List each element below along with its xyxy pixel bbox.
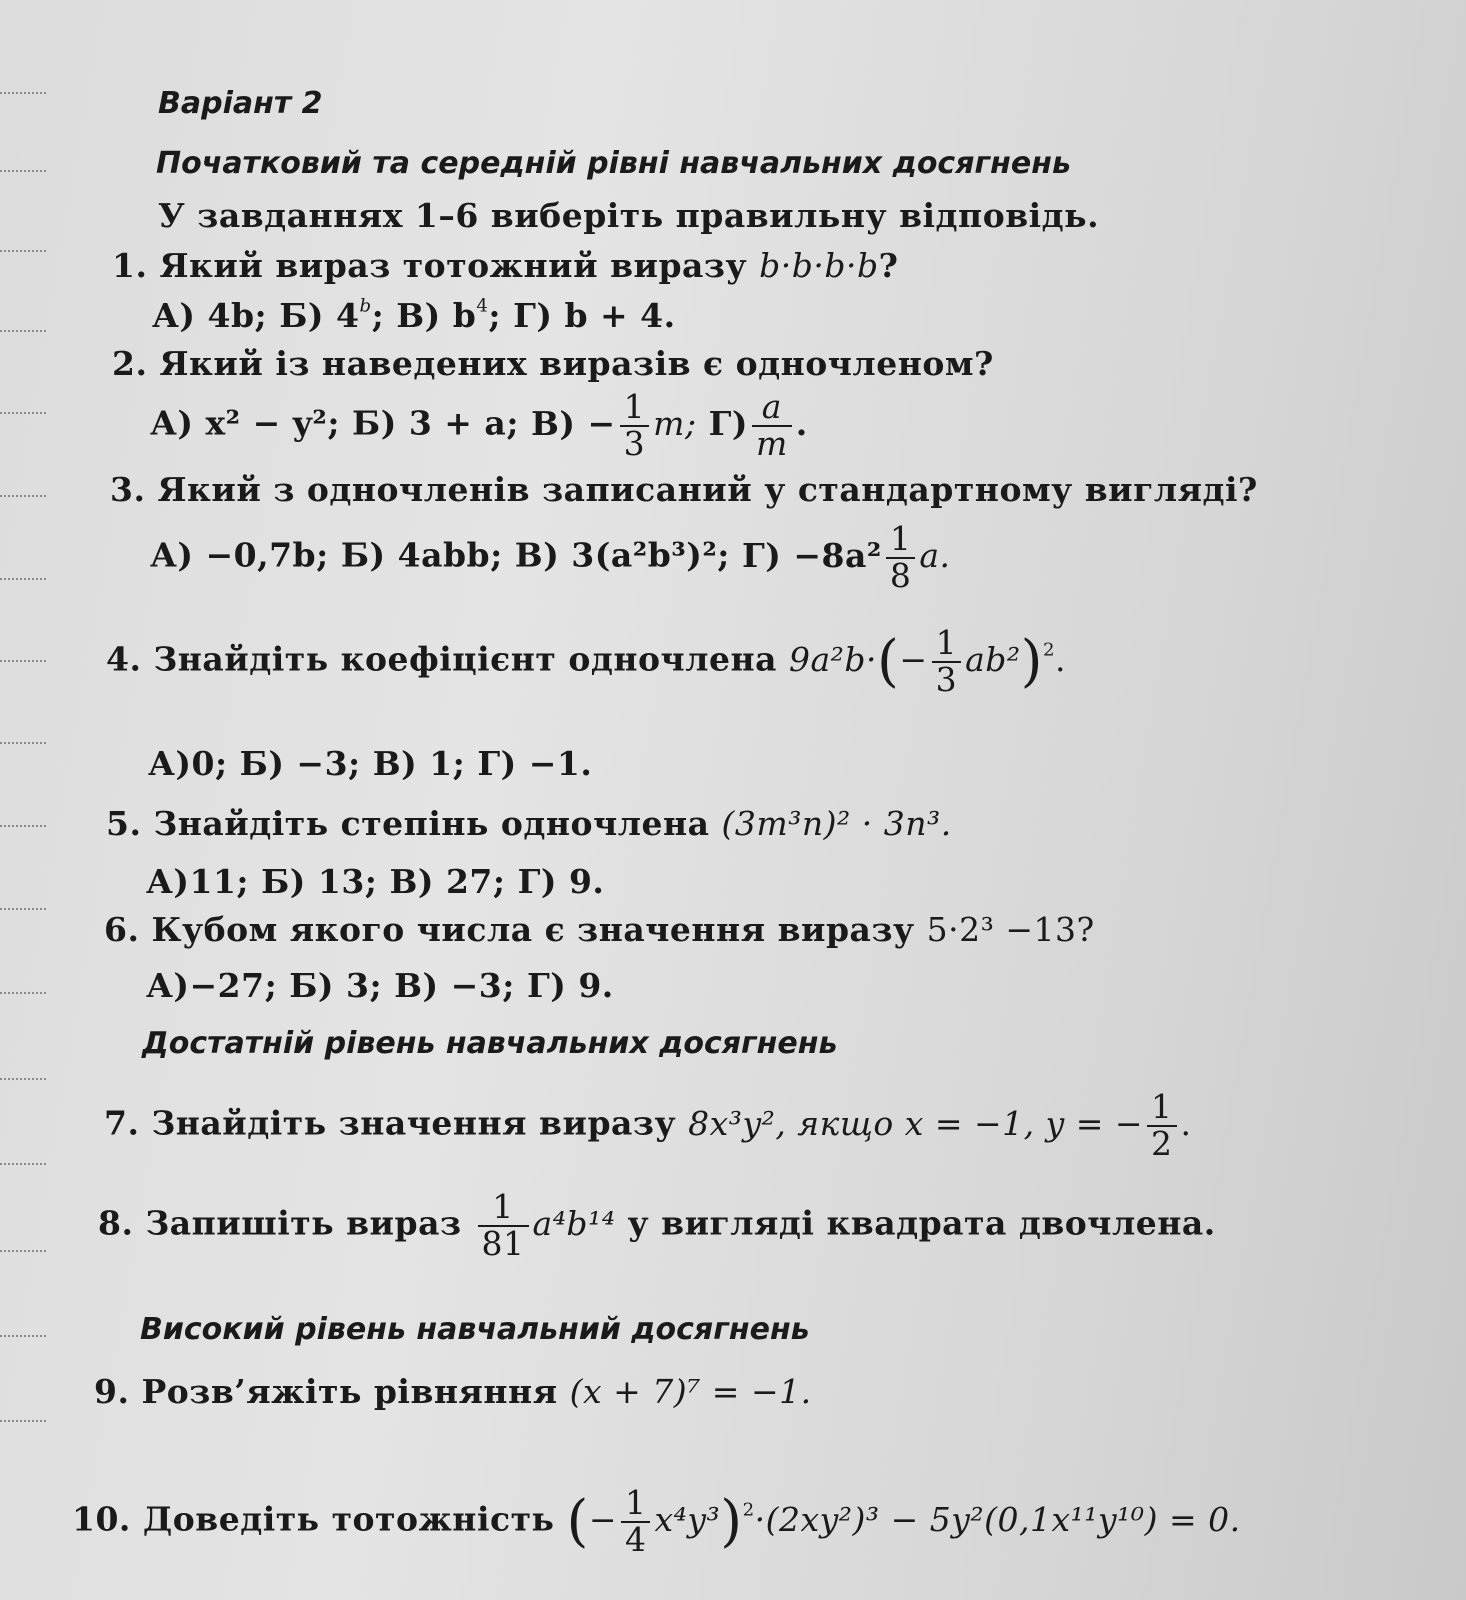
option-a: А) −0,7b; (150, 535, 329, 575)
question-number: 5. (106, 804, 142, 843)
section-heading-sufficient: Достатній рівень навчальних досягнень (142, 1026, 838, 1061)
question-text: Запишіть вираз (145, 1203, 462, 1243)
question-text: Доведіть тотожність (142, 1499, 555, 1539)
math-expression: 9a²b·(− $\frac{1}{3}$ ab²)$^2$. (789, 623, 1067, 699)
question-8 (98, 1187, 1216, 1263)
option-d: Г) −8a² $\frac{1}{8}$ a. (741, 519, 951, 595)
section-heading-basic: Початковий та середній рівні навчальних досягнень (156, 146, 1071, 181)
math-expression: b·b·b·b (759, 246, 879, 285)
question-text: Який вираз тотожний виразу (159, 246, 748, 285)
option-c: В) 3(a²b³)²; (514, 535, 730, 575)
math-expression: $\frac{1}{81}$ a⁴b¹⁴ (474, 1204, 616, 1243)
question-number: 3. (110, 470, 146, 509)
answer-options-2 (150, 387, 808, 463)
question-3 (110, 470, 1258, 509)
question-9 (94, 1372, 812, 1411)
math-expression: (x + 7)⁷ = −1. (569, 1372, 812, 1411)
question-text: Який з одночленів записаний у стандартному вигляді? (157, 470, 1258, 509)
question-number: 4. (106, 639, 142, 679)
question-10 (72, 1483, 1241, 1559)
question-number: 2. (112, 344, 148, 383)
section-heading-high: Високий рівень навчальний досягнень (140, 1312, 810, 1347)
option-b: Б) 4$^b$; (279, 295, 385, 335)
question-text-after: у вигляді квадрата двочлена. (627, 1203, 1216, 1243)
math-expression: (3m³n)² · 3n³. (721, 804, 952, 843)
question-6 (104, 910, 1095, 949)
question-number: 10. (72, 1499, 131, 1539)
question-4 (106, 623, 1067, 699)
answer-options-4: А)0; Б) −3; В) 1; Г) −1. (148, 744, 593, 783)
option-d: Г) b + 4. (513, 296, 676, 335)
question-number: 7. (104, 1103, 140, 1143)
option-c: В) − $\frac{1}{3}$ m; (531, 387, 697, 463)
instruction: У завданнях 1–6 виберіть правильну відповідь. (158, 196, 1100, 235)
option-d: Г) $\frac{a}{m}$ . (708, 387, 808, 463)
question-text: Який із наведених виразів є одночленом? (159, 344, 994, 383)
margin-dotted-lines (0, 0, 60, 1600)
math-expression: (− $\frac{1}{4}$ x⁴y³)$^2$·(2xy²)³ − 5y²(0,1x¹¹y¹⁰) = 0. (566, 1483, 1241, 1559)
question-7 (104, 1087, 1192, 1163)
option-b: Б) 4abb; (340, 535, 503, 575)
math-expression: 5·2³ −13? (926, 910, 1095, 949)
question-number: 6. (104, 910, 140, 949)
question-number: 8. (98, 1203, 134, 1243)
option-a: А) 4b; (152, 296, 268, 335)
question-text: Знайдіть значення виразу (151, 1103, 677, 1143)
question-2 (112, 344, 994, 383)
question-text: Знайдіть степінь одночлена (153, 804, 710, 843)
answer-options-6: А)−27; Б) 3; В) −3; Г) 9. (146, 966, 614, 1005)
variant-title: Варіант 2 (158, 86, 323, 121)
math-expression: 8x³y², якщо x = −1, y = − $\frac{1}{2}$ . (688, 1087, 1192, 1163)
question-end: ? (878, 246, 899, 285)
answer-options-3 (150, 519, 951, 595)
option-b: Б) 3 + a; (352, 403, 520, 443)
question-number: 1. (112, 246, 148, 285)
option-c: В) $b^4$; (396, 295, 502, 335)
answer-options-5: А)11; Б) 13; В) 27; Г) 9. (146, 862, 605, 901)
option-a: А) x² − y²; (150, 403, 341, 443)
question-1 (112, 246, 898, 285)
question-text: Кубом якого числа є значення виразу (151, 910, 915, 949)
question-number: 9. (94, 1372, 130, 1411)
question-5 (106, 804, 952, 843)
answer-options-1 (152, 296, 676, 335)
question-text: Розв’яжіть рівняння (141, 1372, 558, 1411)
question-text: Знайдіть коефіцієнт одночлена (153, 639, 777, 679)
